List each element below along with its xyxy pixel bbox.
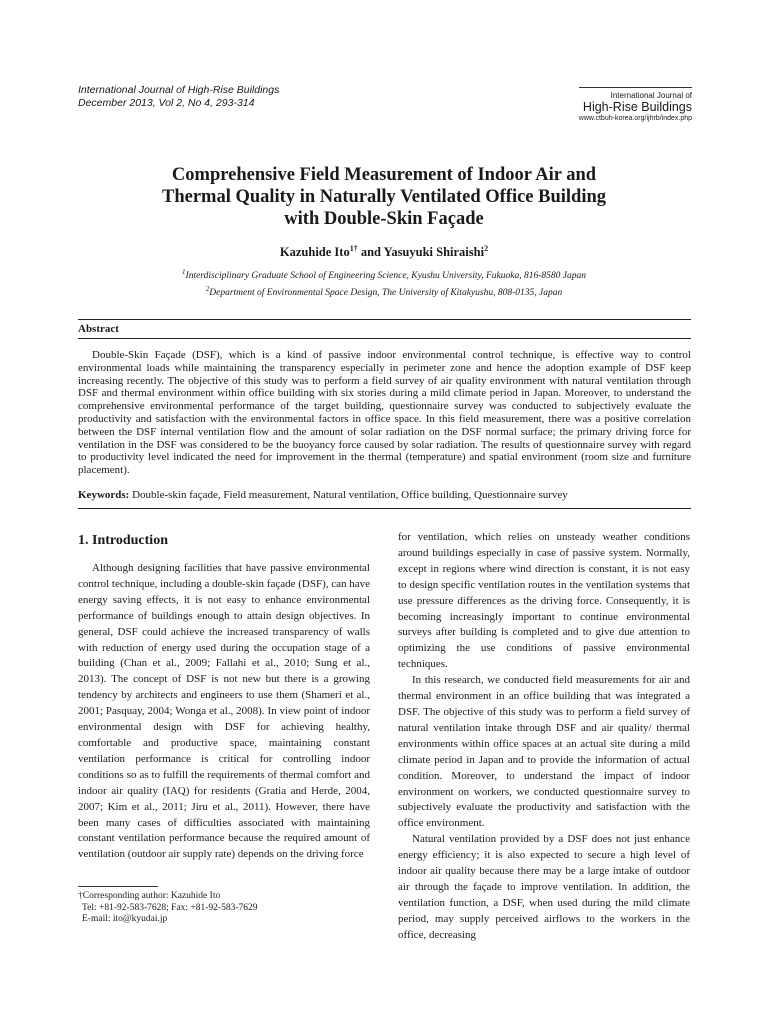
author-1-sup: 1† [349,244,358,253]
footnote-email: E-mail: ito@kyudai.jp [82,914,168,924]
abstract-heading-rule [78,338,691,339]
affiliation-1-sup: 1 [182,268,186,276]
footnote [78,891,258,926]
author-1: Kazuhide Ito [279,245,350,260]
abstract-heading: Abstract [78,323,119,335]
keywords-text: Double-skin façade, Field measurement, Natural ventilation, Office building, Questionnaire survey [129,489,568,501]
issue-info: December 2013, Vol 2, No 4, 293-314 [78,97,255,109]
footnote-corresponding: †Corresponding author: Kazuhide Ito [78,891,221,901]
logo-rule [579,87,692,88]
section-heading-introduction: 1. Introduction [78,533,168,548]
intro-paragraph-1: Although designing facilities that have passive environmental control technique, including a double-skin façade (DSF), can have energy saving effects, it is not easy to enhance environmental performance of buildings enough to attain design objectives. In general, DSF could achieve the increased transparency of walls with reduction of energy used during the occupation stage of a building (Chan et al., 2009; Fallahi et al., 2010; Sung et al., 2013). The concept of DSF is not new but there is a growing tendency by architects and engineers to use them (Shameri et al., 2001; Pasquay, 2004; Wonga et al., 2008). In view point of indoor environmental design with DSF for achieving healthy, comfortable and productive space, maintaining constant ventilation performance is critical for controlling indoor conditions so as to fulfill the requirements of thermal comfort and indoor air quality (IAQ) for residents (Gratia and Herde, 2004, 2007; Kim et al., 2011; Jiru et al., 2011). However, there have been many cases of difficulties associated with maintaining constant ventilation performance because the required amount of ventilation (outdoor air supply rate) depends on the driving force [78,562,371,861]
author-2: Yasuyuki Shiraishi [383,245,485,260]
title-line-1: Comprehensive Field Measurement of Indoor Air and [171,165,597,185]
journal-header [78,84,279,110]
keywords-rule [78,508,691,509]
affiliation-2-sup: 2 [205,285,210,294]
journal-logo [579,91,692,124]
affiliation-2-text: Department of Environmental Space Design, The University of Kitakyushu, 808-0135, Japan [209,288,563,299]
paper-title [90,164,678,230]
title-line-2: Thermal Quality in Naturally Ventilated Office Building [161,187,607,207]
journal-name: International Journal of High-Rise Buildings [78,84,280,96]
keywords [78,489,691,501]
footnote-phone: Tel: +81-92-583-7628; Fax: +81-92-583-7629 [82,902,258,913]
intro-paragraph-3: Natural ventilation provided by a DSF does not just enhance energy efficiency; it is also expected to secure a high level of indoor air quality because there may be a large intake of outdoor air through the façade to improve ventilation. In addition, the ventilation function, a DSF, when used during the mild climate period, may supply perceived airflows to the workers in the office, decreasing [398,833,690,941]
left-column [78,561,370,863]
affiliation-1 [78,266,690,283]
keywords-label: Keywords: [78,489,130,501]
author-conjunction: and [357,245,384,260]
affiliation-1-text: Interdisciplinary Graduate School of Engineering Science, Kyushu University, Fukuoka, 816-8580 Japan [185,271,586,282]
authors [78,244,690,260]
title-line-3: with Double-Skin Façade [284,209,484,229]
footnote-rule [78,886,158,887]
intro-paragraph-1-continued: for ventilation, which relies on unsteady weather conditions around buildings especially in case of passive system. Normally, except in regions where wind direction is constant, it is not easy to design specific ventilation routes in the ventilation systems that use pressure differences as the driving force. Consequently, it is becoming increasingly important to continue environmental surveys after building is completed and to give due attention to optimizing the use conditions of passive environmental techniques. [398,531,690,671]
logo-big-text: High-Rise Buildings [582,100,692,114]
intro-paragraph-2: In this research, we conducted field measurements for air and thermal environment in an office building that was integrated a DSF. The objective of this study was to perform a field survey of natural ventilation intake through DSF and air quality/ thermal environments within office spaces at an actual site during a mild climate period in Japan and to provide the information of actual condition. Moreover, to understand the impact of indoor environment on workers, we conducted questionnaire survey to subjectively evaluate the productivity and satisfaction with the office environment. [398,674,690,830]
abstract-top-rule [78,319,691,320]
right-column [398,530,690,944]
affiliation-2 [78,283,690,300]
affiliations [78,266,690,300]
journal-url: www.ctbuh-korea.org/ijhrb/index.php [578,115,692,122]
abstract-text: Double-Skin Façade (DSF), which is a kind of passive indoor environmental control technique, is effective way to control environmental loads while maintaining the transparency especially in perimeter zone and hence the adoption example of DSF keep increasing recently. The objective of this study was to perform a field survey of air quality environment with natural ventilation through DSF and thermal environment within office building with six stories during a mild climate period in Japan. Moreover, to understand the comprehensive environmental performance of the target building, questionnaire survey was conducted to subjectively evaluate the productivity and satisfaction with the environmental factors in office space. In this field measurement, there was a positive correlation between the DSF internal ventilation flow and the amount of solar radiation on the DSF normal surface; the primary driving force for ventilation in the DSF was considered to be the buoyancy force caused by solar radiation. The results of questionnaire survey with regard to productivity level indicated the need for improvement in the thermal (temperature) and spatial environment (room size and furniture placement). [78,349,691,477]
logo-small-text: International Journal of [610,91,692,100]
author-2-sup: 2 [484,244,489,253]
